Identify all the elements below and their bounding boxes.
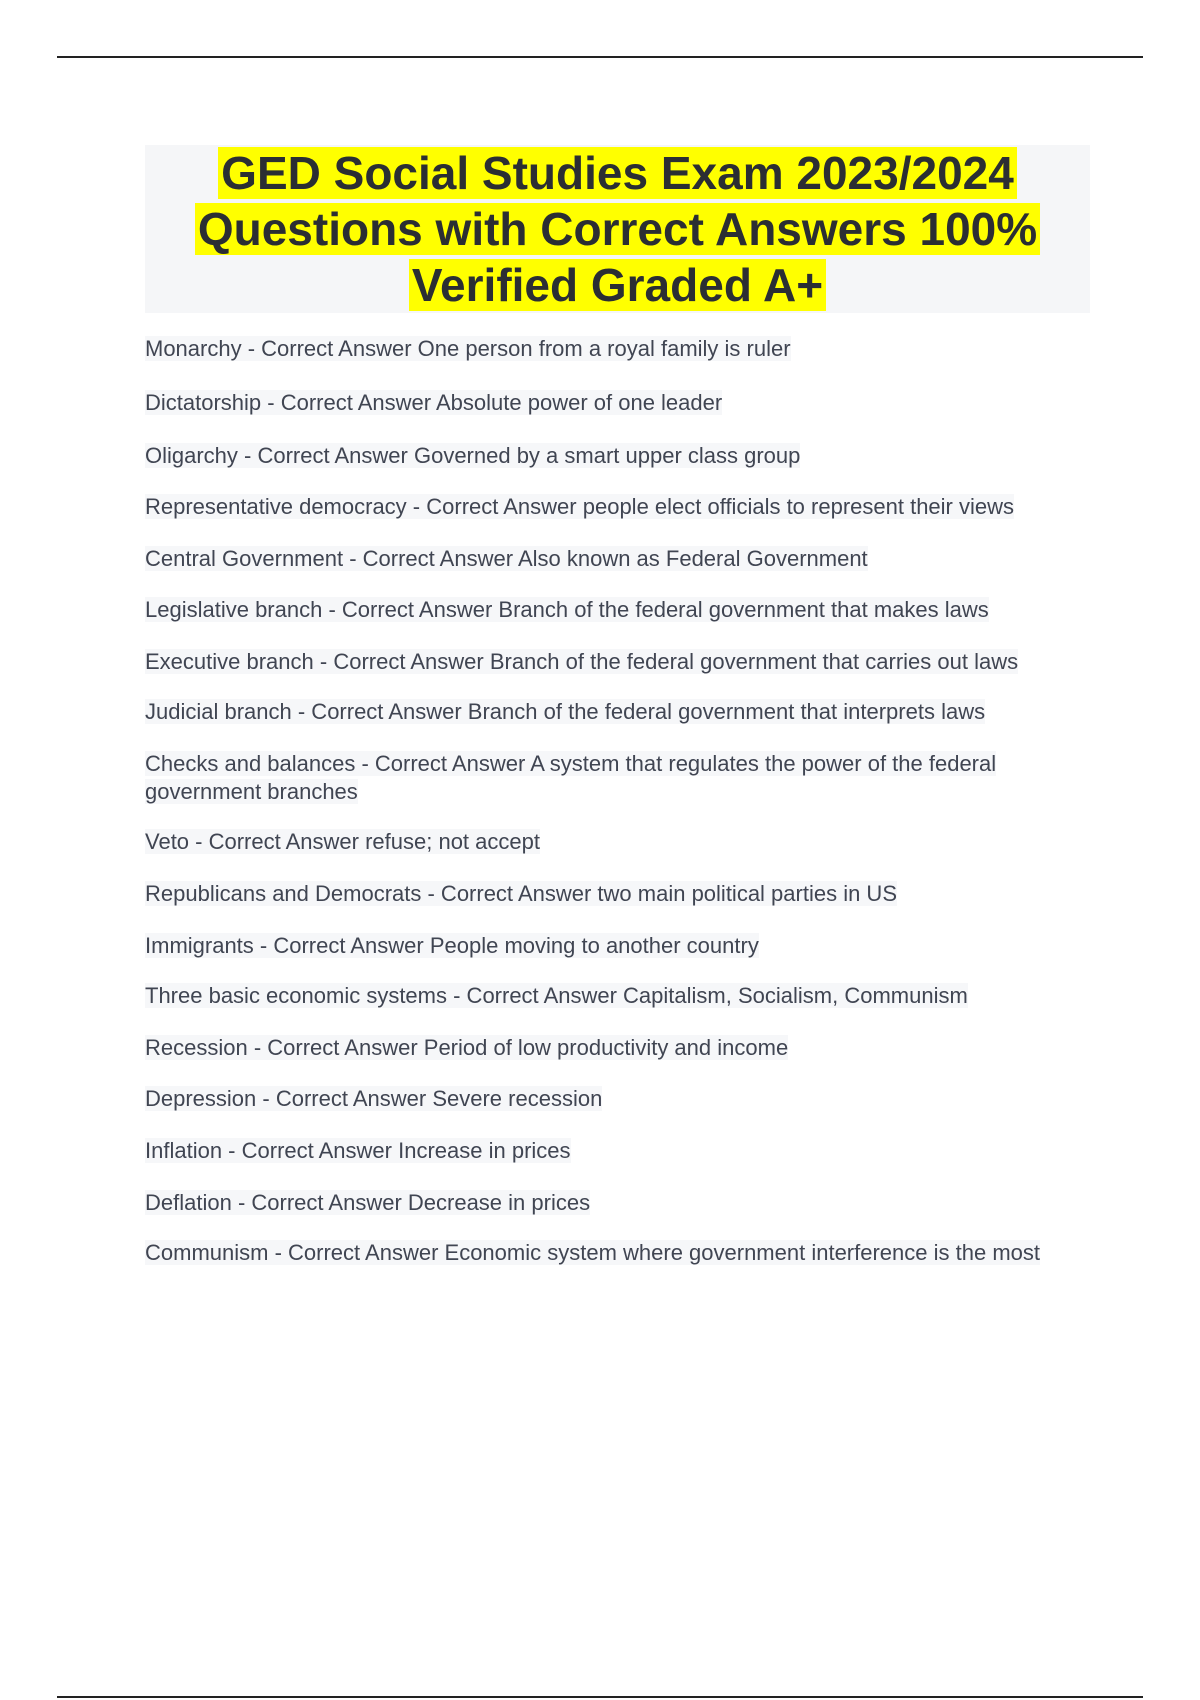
qa-text — [145, 494, 1014, 519]
qa-item — [145, 335, 1090, 363]
qa-item — [145, 1137, 1090, 1165]
qa-list — [145, 311, 1090, 1267]
title-line-2: Questions with Correct Answers 100% — [195, 203, 1040, 255]
qa-answer: Increase in prices — [398, 1138, 571, 1163]
qa-term: Oligarchy — [145, 443, 238, 468]
qa-text — [145, 443, 800, 468]
qa-term: Judicial branch — [145, 699, 292, 724]
qa-text — [145, 1190, 590, 1215]
qa-item — [145, 982, 1090, 1010]
qa-answer: Governed by a smart upper class group — [413, 443, 801, 468]
qa-separator: - Correct Answer — [268, 1240, 445, 1265]
qa-separator: - Correct Answer — [247, 1035, 424, 1060]
qa-answer: Severe recession — [432, 1086, 603, 1111]
qa-term: Deflation — [145, 1190, 232, 1215]
qa-term: Depression — [145, 1086, 257, 1111]
qa-item — [145, 750, 1090, 806]
qa-text — [145, 751, 996, 804]
qa-text — [145, 1138, 571, 1163]
qa-text — [145, 699, 985, 724]
qa-item — [145, 1239, 1090, 1267]
qa-text — [145, 881, 897, 906]
qa-text — [145, 1240, 1040, 1265]
qa-answer: One person from a royal family is ruler — [417, 336, 791, 361]
qa-separator: - Correct Answer — [253, 933, 430, 958]
top-divider — [57, 56, 1143, 58]
qa-item — [145, 828, 1090, 856]
qa-answer: Period of low productivity and income — [423, 1035, 789, 1060]
qa-term: Representative democracy — [145, 494, 407, 519]
qa-separator: - Correct Answer — [256, 1086, 433, 1111]
qa-answer: refuse; not accept — [365, 829, 540, 854]
qa-text — [145, 983, 968, 1008]
qa-item — [145, 493, 1090, 521]
qa-separator: - Correct Answer — [406, 494, 583, 519]
qa-item — [145, 1034, 1090, 1062]
qa-term: Checks and balances — [145, 751, 356, 776]
title-block — [145, 145, 1090, 313]
qa-text — [145, 1035, 788, 1060]
qa-term: Monarchy — [145, 336, 242, 361]
qa-separator: - Correct Answer — [343, 546, 518, 571]
qa-separator: - Correct Answer — [222, 1138, 399, 1163]
qa-answer: People moving to another country — [429, 933, 759, 958]
qa-text — [145, 597, 989, 622]
page-title — [145, 145, 1090, 313]
qa-answer: A system that regulates the power of the federal government branches — [145, 751, 997, 804]
qa-separator: - Correct Answer — [261, 390, 436, 415]
qa-item — [145, 1189, 1090, 1217]
title-line-3: Verified Graded A+ — [409, 259, 826, 311]
bottom-divider — [57, 1696, 1143, 1698]
qa-term: Central Government — [145, 546, 344, 571]
qa-item — [145, 545, 1090, 573]
qa-separator: - Correct Answer — [313, 649, 490, 674]
qa-item — [145, 932, 1090, 960]
qa-term: Republicans and Democrats — [145, 881, 422, 906]
qa-answer: Absolute power of one leader — [436, 390, 723, 415]
qa-separator: - Correct Answer — [231, 1190, 408, 1215]
qa-term: Dictatorship — [145, 390, 262, 415]
qa-item — [145, 648, 1090, 676]
qa-text — [145, 933, 759, 958]
qa-answer: people elect officials to represent their views — [582, 494, 1015, 519]
qa-term: Recession — [145, 1035, 248, 1060]
qa-separator: - Correct Answer — [355, 751, 531, 776]
qa-answer: Branch of the federal government that makes laws — [498, 597, 989, 622]
qa-separator: - Correct Answer — [189, 829, 366, 854]
qa-text — [145, 649, 1018, 674]
qa-answer: Decrease in prices — [407, 1190, 591, 1215]
qa-item — [145, 1085, 1090, 1113]
qa-term: Veto — [145, 829, 190, 854]
qa-text — [145, 829, 540, 854]
qa-separator: - Correct Answer — [291, 699, 468, 724]
qa-separator: - Correct Answer — [447, 983, 624, 1008]
qa-text — [145, 1086, 602, 1111]
qa-term: Three basic economic systems — [145, 983, 447, 1008]
qa-text — [145, 546, 868, 571]
qa-term: Communism — [145, 1240, 269, 1265]
qa-answer: Branch of the federal government that carries out laws — [489, 649, 1019, 674]
qa-term: Executive branch — [145, 649, 314, 674]
qa-item — [145, 596, 1090, 624]
qa-item — [145, 442, 1090, 470]
qa-term: Legislative branch — [145, 597, 323, 622]
qa-separator: - Correct Answer — [421, 881, 598, 906]
qa-answer: two main political parties in US — [597, 881, 897, 906]
qa-answer: Branch of the federal government that interprets laws — [467, 699, 986, 724]
qa-text — [145, 390, 722, 415]
qa-separator: - Correct Answer — [241, 336, 418, 361]
qa-answer: Also known as Federal Government — [517, 546, 868, 571]
qa-item — [145, 389, 1090, 417]
qa-term: Inflation — [145, 1138, 223, 1163]
qa-item — [145, 880, 1090, 908]
qa-separator: - Correct Answer — [237, 443, 414, 468]
qa-item — [145, 698, 1090, 726]
qa-text — [145, 336, 791, 361]
qa-separator: - Correct Answer — [322, 597, 499, 622]
title-line-1: GED Social Studies Exam 2023/2024 — [218, 147, 1017, 199]
qa-answer: Economic system where government interference is the most — [444, 1240, 1040, 1265]
qa-term: Immigrants — [145, 933, 254, 958]
qa-answer: Capitalism, Socialism, Communism — [623, 983, 968, 1008]
